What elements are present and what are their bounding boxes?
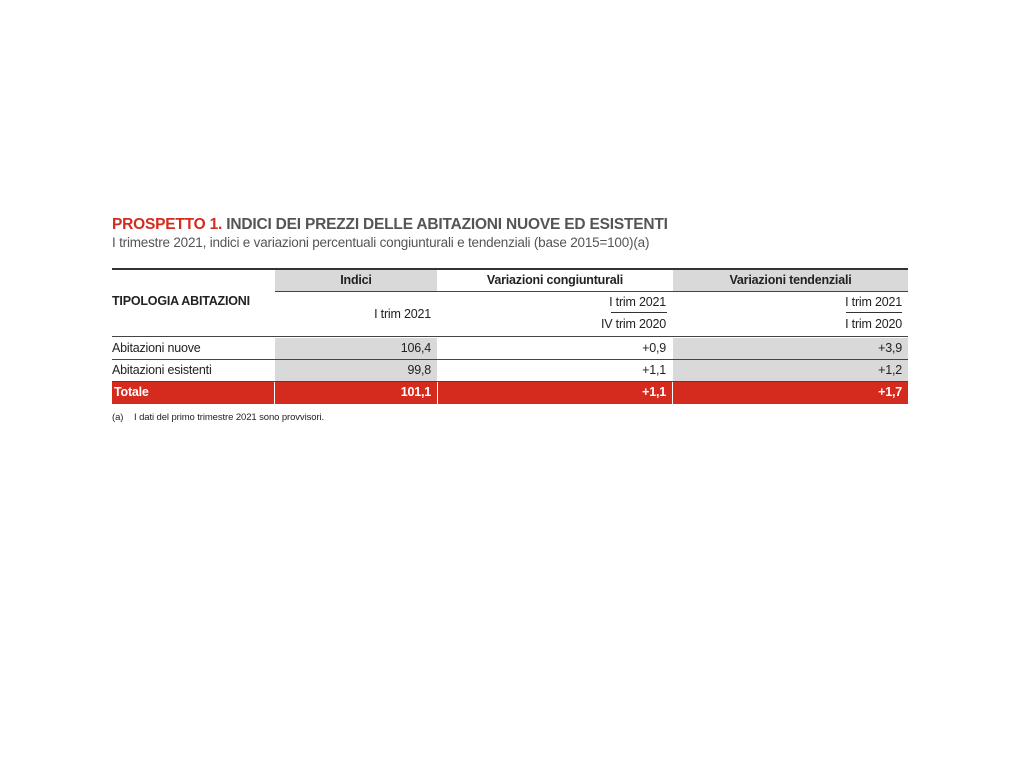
subheader-tend-denominator: I trim 2020	[845, 317, 902, 331]
row-header-label: TIPOLOGIA ABITAZIONI	[112, 294, 250, 308]
cell-congiunturale: +0,9	[642, 341, 666, 355]
table-title-text: INDICI DEI PREZZI DELLE ABITAZIONI NUOVE ED ESISTENTI	[226, 216, 668, 233]
total-row	[112, 382, 908, 404]
table-title-number: PROSPETTO 1.	[112, 216, 223, 233]
total-tendenziale: +1,7	[673, 382, 908, 404]
footnote-text: I dati del primo trimestre 2021 sono provvisori.	[134, 412, 325, 423]
subheader-indici: I trim 2021	[374, 307, 431, 321]
cell-indici: 106,4	[275, 338, 437, 359]
data-table	[112, 268, 908, 405]
fraction-line-cong	[611, 312, 667, 313]
subheader-separator	[112, 336, 908, 337]
subheader-block	[112, 292, 908, 336]
total-congiunturale: +1,1	[438, 382, 672, 404]
footnote	[112, 412, 908, 423]
fraction-line-tend	[846, 312, 902, 313]
table-title	[112, 216, 908, 234]
footnote-mark: (a)	[112, 412, 124, 423]
column-header-row	[112, 270, 908, 291]
column-header-variazioni-congiunturali: Variazioni congiunturali	[486, 273, 624, 287]
total-indici: 101,1	[275, 382, 437, 404]
cell-congiunturale: +1,1	[642, 363, 666, 377]
cell-tendenziale: +1,2	[673, 360, 908, 381]
column-header-variazioni-tendenziali: Variazioni tendenziali	[673, 270, 908, 291]
cell-indici: 99,8	[275, 360, 437, 381]
row-label: Abitazioni nuove	[112, 341, 201, 355]
total-label: Totale	[112, 382, 274, 404]
subheader-cong-numerator: I trim 2021	[609, 295, 666, 309]
cell-tendenziale: +3,9	[673, 338, 908, 359]
subheader-cong-denominator: IV trim 2020	[601, 317, 666, 331]
table-subtitle: I trimestre 2021, indici e variazioni percentuali congiunturali e tendenziali (base 2015=100)(a)	[112, 235, 650, 250]
table-row	[112, 338, 908, 359]
subheader-tend-numerator: I trim 2021	[845, 295, 902, 309]
table-row	[112, 360, 908, 381]
column-header-indici: Indici	[275, 270, 437, 291]
document	[112, 216, 908, 423]
row-label: Abitazioni esistenti	[112, 363, 212, 377]
